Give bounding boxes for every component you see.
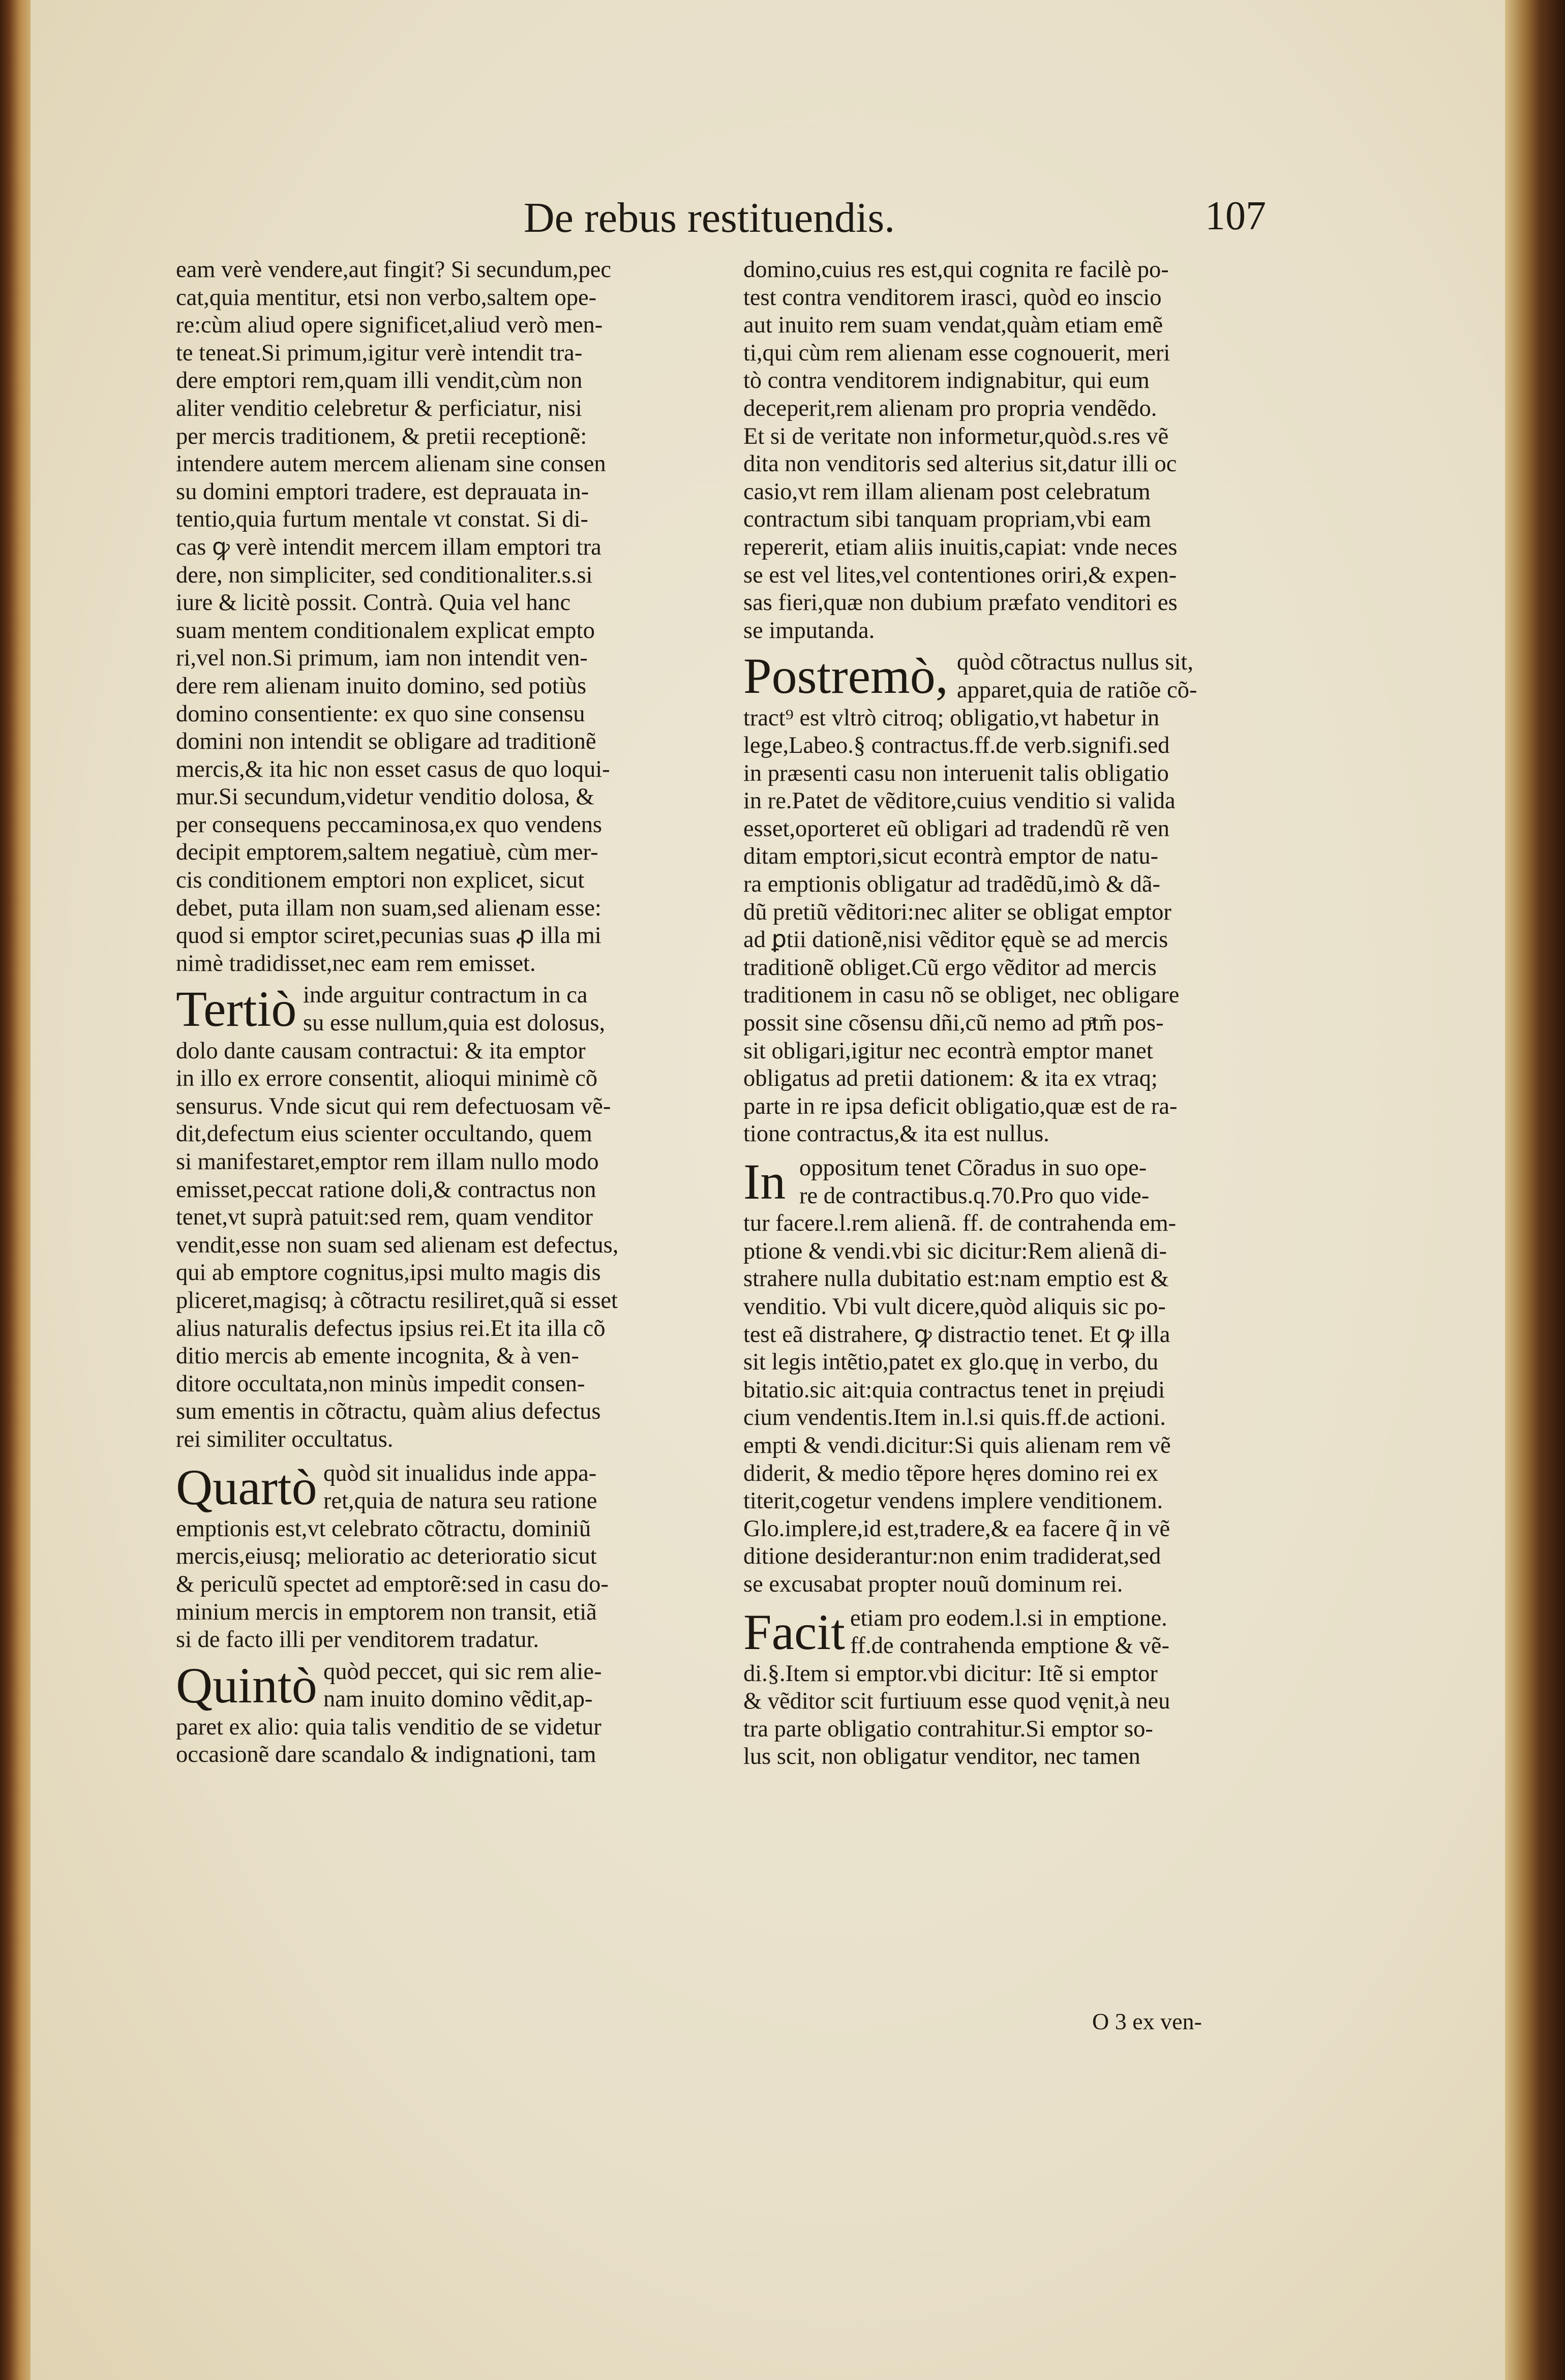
text-line: nam inuito domino vẽdit,ap- (323, 1686, 593, 1713)
text-line: quòd peccet, qui sic rem alie- (323, 1658, 602, 1685)
text-line: empti & vendi.dicitur:Si quis alienam rem vẽ (743, 1432, 1171, 1458)
text-line: ret,quia de natura seu ratione (323, 1488, 597, 1514)
left-column (176, 256, 710, 1769)
text-line: repererit, etiam aliis inuitis,capiat: vnde neces (743, 534, 1178, 560)
text-line: tione contractus,& ita est nullus. (743, 1121, 1049, 1147)
text-line: dita non venditoris sed alterius sit,datur illi oc (743, 451, 1177, 477)
right-column (743, 256, 1277, 1771)
text-line: contractum sibi tanquam propriam,vbi eam (743, 506, 1151, 533)
text-line: tò contra venditorem indignabitur, qui eum (743, 368, 1150, 394)
text-line: tract⁹ est vltrò citroq; obligatio,vt habetur in (743, 705, 1160, 731)
paragraph-1 (176, 256, 710, 978)
text-line: per consequens peccaminosa,ex quo vendens (176, 811, 602, 838)
text-line: aliter venditio celebretur & perficiatur, nisi (176, 395, 582, 421)
text-line: se imputanda. (743, 617, 875, 644)
drop-cap-word: Facit (743, 1603, 845, 1660)
text-line: tra parte obligatio contrahitur.Si emptor so- (743, 1716, 1153, 1742)
text-line: ff.de contrahenda emptione & vẽ- (850, 1633, 1169, 1659)
drop-cap-word: Quintò (176, 1657, 317, 1714)
text-line: Glo.implere,id est,tradere,& ea facere q̃ in vẽ (743, 1515, 1170, 1542)
signature-catchword: O 3 ex ven- (1092, 2008, 1202, 2034)
text-line: & periculũ spectet ad emptorẽ:sed in casu do- (176, 1571, 609, 1597)
text-line: test eã distrahere, ꝙ distractio tenet. Et ꝙ illa (743, 1321, 1170, 1348)
text-line: cium vendentis.Item in.l.si quis.ff.de actioni. (743, 1405, 1166, 1431)
text-line: cis conditionem emptori non explicet, sicut (176, 867, 585, 894)
text-line: su esse nullum,quia est dolosus, (303, 1010, 606, 1036)
text-line: emptionis est,vt celebrato cõtractu, dominiũ (176, 1515, 591, 1542)
text-line: domino,cuius res est,qui cognita re facilè po- (743, 257, 1169, 283)
text-line: rei similiter occultatus. (176, 1426, 394, 1452)
text-line: test contra venditorem irasci, quòd eo inscio (743, 284, 1162, 311)
paragraph-facit (743, 1605, 1277, 1772)
text-line: in præsenti casu non interuenit talis obligatio (743, 760, 1169, 786)
text-line: dit,defectum eius scienter occultando, quem (176, 1121, 592, 1147)
text-line: tur facere.l.rem alienã. ff. de contrahenda em- (743, 1210, 1177, 1237)
text-line: ad ꝑtii dationẽ,nisi vẽditor ęquè se ad mercis (743, 927, 1168, 953)
text-line: ditione desiderantur:non enim tradiderat,sed (743, 1543, 1161, 1570)
text-line: intendere autem mercem alienam sine consen (176, 451, 606, 477)
text-line: si de facto illi per venditorem tradatur. (176, 1627, 539, 1653)
text-line: inde arguitur contractum in ca (303, 982, 588, 1009)
text-line: minium mercis in emptorem non transit, etiã (176, 1599, 597, 1625)
paragraph-tertio (176, 982, 710, 1453)
text-line: bitatio.sic ait:quia contractus tenet in pręiudi (743, 1377, 1165, 1403)
page-number: 107 (1205, 194, 1266, 238)
paragraph-postremo (743, 649, 1277, 1148)
drop-cap-word: Tertiò (176, 981, 297, 1038)
text-line: vendit,esse non suam sed alienam est defectus, (176, 1232, 619, 1258)
text-line: titerit,cogetur vendens implere venditionem. (743, 1488, 1163, 1514)
text-line: qui ab emptore cognitus,ipsi multo magis dis (176, 1260, 601, 1286)
text-line: se excusabat propter nouũ dominum rei. (743, 1571, 1123, 1597)
paragraph-continuation (743, 256, 1277, 645)
text-line: traditionẽ obliget.Cũ ergo vẽditor ad mercis (743, 954, 1157, 981)
paragraph-quinto (176, 1658, 710, 1769)
text-line: lege,Labeo.§ contractus.ff.de verb.signifi.sed (743, 733, 1170, 759)
text-line: lus scit, non obligatur venditor, nec tamen (743, 1744, 1140, 1770)
text-line: ditam emptori,sicut econtrà emptor de natu- (743, 843, 1159, 870)
text-line: dere emptori rem,quam illi vendit,cùm non (176, 368, 583, 394)
text-line: decipit emptorem,saltem negatiuè, cùm mer- (176, 839, 598, 866)
text-line: quòd cõtractus nullus sit, (957, 649, 1193, 676)
text-line: possit sine cõsensu dñi,cũ nemo ad pͣtm̃ pos- (743, 1010, 1164, 1036)
text-line: ri,vel non.Si primum, iam non intendit ven- (176, 645, 588, 672)
running-title: De rebus restituendis. (524, 194, 895, 241)
text-line: in illo ex errore consentit, alioqui minimè cõ (176, 1065, 598, 1092)
text-line: venditio. Vbi vult dicere,quòd aliquis sic po- (743, 1293, 1166, 1320)
text-line: deceperit,rem alienam pro propria vendẽdo. (743, 395, 1157, 421)
text-line: quòd sit inualidus inde appa- (323, 1460, 597, 1486)
text-line: apparet,quia de ratiõe cõ- (957, 677, 1197, 703)
text-line: obligatus ad pretii dationem: & ita ex vtraq; (743, 1065, 1158, 1092)
drop-cap-word: In (743, 1153, 786, 1210)
text-line: traditionem in casu nõ se obliget, nec obligare (743, 982, 1180, 1009)
text-line: debet, puta illam non suam,sed alienam esse: (176, 895, 601, 921)
text-line: iure & licitè possit. Contrà. Quia vel hanc (176, 590, 571, 616)
text-line: esset,oporteret eũ obligari ad tradendũ rẽ ven (743, 815, 1169, 842)
text-line: dere rem alienam inuito domino, sed potiùs (176, 673, 587, 699)
text-line: suam mentem conditionalem explicat empto (176, 617, 595, 644)
text-line: ra emptionis obligatur ad tradẽdũ,imò & dã- (743, 871, 1160, 898)
text-line: alius naturalis defectus ipsius rei.Et ita illa cõ (176, 1315, 606, 1341)
text-line: nimè tradidisset,nec eam rem emisset. (176, 950, 536, 977)
text-line: se est vel lites,vel contentiones oriri,& expen- (743, 562, 1177, 588)
text-line: parte in re ipsa deficit obligatio,quæ est de ra- (743, 1093, 1178, 1119)
text-line: mercis,eiusq; melioratio ac deterioratio sicut (176, 1543, 597, 1570)
text-line: occasionẽ dare scandalo & indignationi, tam (176, 1742, 596, 1768)
drop-cap-word: Postremò, (743, 648, 948, 705)
page-header (524, 193, 1286, 249)
text-line: quod si emptor sciret,pecunias suas ꝓ illa mi (176, 923, 601, 949)
text-line: te teneat.Si primum,igitur verè intendit tra- (176, 340, 583, 366)
text-line: re de contractibus.q.70.Pro quo vide- (799, 1182, 1150, 1209)
paragraph-quarto (176, 1460, 710, 1654)
text-line: di.§.Item si emptor.vbi dicitur: Itẽ si emptor (743, 1660, 1158, 1687)
text-line: mercis,& ita hic non esset casus de quo loqui- (176, 756, 610, 782)
text-line: eam verè vendere,aut fingit? Si secundum,pec (176, 257, 612, 283)
text-line: ptione & vendi.vbi sic dicitur:Rem alienã di- (743, 1238, 1167, 1264)
text-line: sas fieri,quæ non dubium præfato venditori es (743, 590, 1178, 616)
text-line: sit obligari,igitur nec econtrà emptor manet (743, 1038, 1153, 1064)
text-line: ditore occultata,non minùs impedit consen- (176, 1370, 585, 1397)
text-line: cat,quia mentitur, etsi non verbo,saltem ope- (176, 284, 597, 311)
text-line: & vẽditor scit furtiuum esse quod vęnit,à neu (743, 1688, 1170, 1715)
text-line: re:cùm aliud opere significet,aliud verò men- (176, 312, 603, 339)
text-line: sit legis intẽtio,patet ex glo.quę in verbo, du (743, 1349, 1159, 1376)
text-line: mur.Si secundum,videtur venditio dolosa, & (176, 784, 594, 810)
text-line: etiam pro eodem.l.si in emptione. (850, 1605, 1167, 1631)
text-line: diderit, & medio tẽpore hęres domino rei ex (743, 1460, 1159, 1486)
text-line: aut inuito rem suam vendat,quàm etiam emẽ (743, 312, 1163, 339)
text-line: si manifestaret,emptor rem illam nullo modo (176, 1149, 599, 1175)
text-line: in re.Patet de vẽditore,cuius venditio si valida (743, 788, 1176, 814)
text-line: domino consentiente: ex quo sine consensu (176, 700, 585, 727)
text-line: paret ex alio: quia talis venditio de se videtur (176, 1714, 601, 1740)
text-line: tentio,quia furtum mentale vt constat. Si di- (176, 506, 589, 533)
text-line: dũ pretiũ vẽditori:nec aliter se obligat emptor (743, 899, 1171, 925)
text-line: tenet,vt suprà patuit:sed rem, quam venditor (176, 1204, 593, 1231)
text-line: per mercis traditionem, & pretii receptionẽ: (176, 423, 587, 449)
text-line: oppositum tenet Cõradus in suo ope- (799, 1155, 1147, 1181)
text-line: casio,vt rem illam alienam post celebratum (743, 478, 1151, 505)
text-line: ditio mercis ab emente incognita, & à ven- (176, 1343, 579, 1369)
text-line: ti,qui cùm rem alienam esse cognouerit, meri (743, 340, 1170, 366)
text-line: pliceret,magisq; à cõtractu resiliret,quã si esset (176, 1287, 618, 1314)
drop-cap-word: Quartò (176, 1458, 317, 1515)
text-line: sum ementis in cõtractu, quàm alius defectus (176, 1398, 601, 1425)
text-line: strahere nulla dubitatio est:nam emptio est & (743, 1266, 1169, 1292)
text-line: emisset,peccat ratione doli,& contractus non (176, 1176, 596, 1203)
text-line: Et si de veritate non informetur,quòd.s.res vẽ (743, 423, 1169, 449)
text-line: cas ꝙ verè intendit mercem illam emptori tra (176, 534, 601, 560)
text-line: dolo dante causam contractui: & ita emptor (176, 1038, 586, 1064)
text-line: dere, non simpliciter, sed conditionaliter.s.si (176, 562, 593, 588)
paragraph-in-oppositum (743, 1154, 1277, 1599)
text-line: su domini emptori tradere, est deprauata in- (176, 478, 589, 505)
text-line: domini non intendit se obligare ad traditionẽ (176, 728, 596, 755)
text-line: sensurus. Vnde sicut qui rem defectuosam vẽ- (176, 1093, 611, 1119)
